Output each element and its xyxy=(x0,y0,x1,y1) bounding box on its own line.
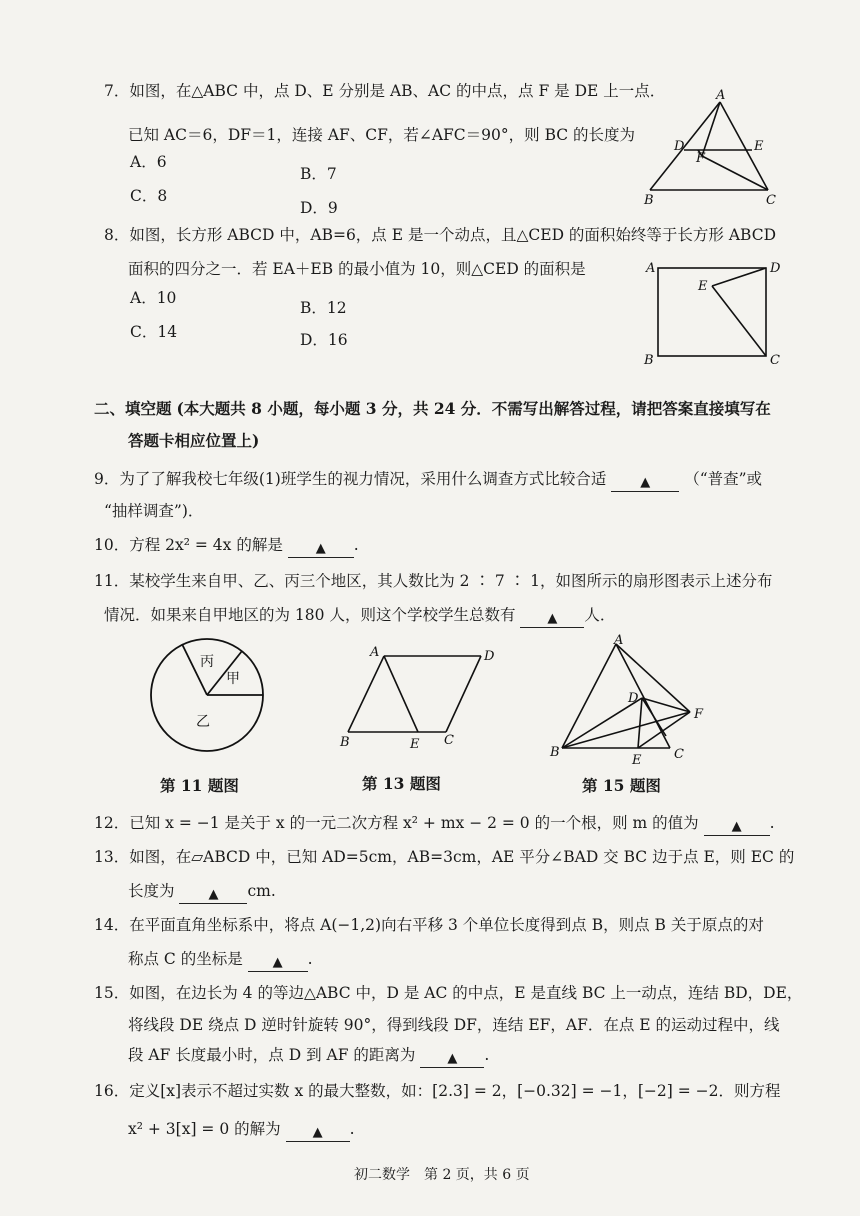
q13-label-a: A xyxy=(370,645,380,660)
q15-triangle-figure xyxy=(546,632,716,767)
section2-desc2: 答题卡相应位置上) xyxy=(128,431,260,450)
q13-text: 长度为 xyxy=(128,882,175,900)
q10-answer-blank xyxy=(288,539,354,558)
q7-label-c: C xyxy=(766,193,776,208)
q11-line1: 11．某校学生来自甲、乙、丙三个地区，其人数比为 2 ∶ 7 ∶ 1，如图所示的扇形图表示上述分布 xyxy=(94,572,773,590)
q7-label-a: A xyxy=(716,88,726,103)
q8-line1: 8．如图，长方形 ABCD 中，AB=6，点 E 是一个动点，且△CED 的面积始终等于长方形 ABCD xyxy=(104,226,777,244)
q8-line2: 面积的四分之一．若 EA＋EB 的最小值为 10，则△CED 的面积是 xyxy=(128,260,586,278)
q8-option-c: C．14 xyxy=(130,323,178,341)
q12-text-end: . xyxy=(769,814,775,832)
q9-line2: “抽样调查”)． xyxy=(104,502,204,520)
caption-fig15: 第 15 题图 xyxy=(582,776,661,795)
q7-line1: 7．如图，在△ABC 中，点 D、E 分别是 AB、AC 的中点，点 F 是 DE 上一点． xyxy=(104,82,666,100)
q8-option-b: B．12 xyxy=(300,299,347,317)
q15-text: 段 AF 长度最小时，点 D 到 AF 的距离为 xyxy=(128,1046,416,1064)
pie-label-yi: 乙 xyxy=(196,714,210,730)
q7-option-a: A．6 xyxy=(130,153,167,171)
q12-line xyxy=(94,812,775,834)
q15-label-d: D xyxy=(628,691,639,706)
q14-text-end: . xyxy=(307,950,313,968)
q14-text: 称点 C 的坐标是 xyxy=(128,950,243,968)
q16-line1: 16．定义[x]表示不超过实数 x 的最大整数，如：[2.3] = 2，[−0.32] = −1，[−2] = −2．则方程 xyxy=(94,1082,781,1100)
q8-rectangle-figure xyxy=(640,258,790,373)
q13-label-e: E xyxy=(410,737,420,752)
q13-line1: 13．如图，在▱ABCD 中，已知 AD=5cm，AB=3cm，AE 平分∠BAD 交 BC 边于点 E，则 EC 的 xyxy=(94,848,795,866)
q10-line xyxy=(94,534,359,556)
q15-line3 xyxy=(128,1044,489,1066)
caption-fig13: 第 13 题图 xyxy=(362,774,441,793)
q12-blank-mark: ▲ xyxy=(731,819,742,834)
q11-line2 xyxy=(104,604,615,626)
q8-label-b: B xyxy=(644,353,654,368)
q16-answer-blank xyxy=(286,1123,350,1142)
q15-label-f: F xyxy=(694,707,704,722)
q16-text: x² + 3[x] = 0 的解为 xyxy=(128,1120,281,1138)
q11-blank-mark: ▲ xyxy=(547,611,558,626)
q7-option-d: D．9 xyxy=(300,199,338,217)
q8-option-a: A．10 xyxy=(130,289,177,307)
q11-pie-figure xyxy=(150,636,270,756)
q13-label-c: C xyxy=(444,733,454,748)
q11-text: 情况．如果来自甲地区的为 180 人，则这个学校学生总数有 xyxy=(104,606,516,624)
q16-blank-mark: ▲ xyxy=(312,1125,323,1140)
q15-label-b: B xyxy=(550,745,560,760)
q8-label-d: D xyxy=(770,261,781,276)
q15-line2: 将线段 DE 绕点 D 逆时针旋转 90°，得到线段 DF，连结 EF，AF．在点 E 的运动过程中，线 xyxy=(128,1016,780,1034)
q13-line2 xyxy=(128,880,276,902)
q15-label-a: A xyxy=(614,633,624,648)
caption-fig11: 第 11 题图 xyxy=(160,776,239,795)
q15-text-end: . xyxy=(484,1046,490,1064)
q16-line2 xyxy=(128,1118,355,1140)
q7-option-b: B．7 xyxy=(300,165,337,183)
q13-answer-blank xyxy=(179,885,247,904)
q13-label-b: B xyxy=(340,735,350,750)
q7-line2: 已知 AC＝6，DF＝1，连接 AF、CF，若∠AFC＝90°，则 BC 的长度为 xyxy=(128,126,636,144)
q10-blank-mark: ▲ xyxy=(315,541,326,556)
q14-line1: 14．在平面直角坐标系中，将点 A(−1,2)向右平移 3 个单位长度得到点 B，则点 B 关于原点的对 xyxy=(94,916,764,934)
q10-text: 10．方程 2x² = 4x 的解是 xyxy=(94,536,283,554)
q8-label-a: A xyxy=(646,261,656,276)
q16-text-end: . xyxy=(349,1120,355,1138)
q8-option-d: D．16 xyxy=(300,331,348,349)
q15-answer-blank xyxy=(420,1049,484,1068)
section2-header xyxy=(94,398,771,420)
q10-text-end: . xyxy=(353,536,359,554)
page-footer: 初二数学 第 2 页，共 6 页 xyxy=(354,1167,530,1183)
q13-blank-mark: ▲ xyxy=(208,887,219,902)
q13-parallelogram-figure xyxy=(336,640,506,752)
q15-label-c: C xyxy=(674,747,684,762)
q9-answer-blank xyxy=(611,473,679,492)
q8-label-c: C xyxy=(770,353,780,368)
q8-label-e: E xyxy=(698,279,708,294)
q9-text-end: （“普查”或 xyxy=(684,470,763,488)
q12-answer-blank xyxy=(704,817,770,836)
q7-label-b: B xyxy=(644,193,654,208)
q11-answer-blank xyxy=(520,609,584,628)
q11-text-end: 人． xyxy=(584,606,616,624)
q9-line1 xyxy=(94,468,762,490)
q7-label-f: F xyxy=(696,151,706,166)
q13-label-d: D xyxy=(484,649,495,664)
q14-answer-blank xyxy=(248,953,308,972)
q7-label-e: E xyxy=(754,139,764,154)
q15-label-e: E xyxy=(632,753,642,768)
section2-desc: (本大题共 8 小题，每小题 3 分，共 24 分．不需写出解答过程，请把答案直接填写在 xyxy=(176,399,771,418)
q9-blank-mark: ▲ xyxy=(640,475,651,490)
q7-label-d: D xyxy=(674,139,685,154)
section2-title: 二、填空题 xyxy=(94,399,172,418)
q7-triangle-figure xyxy=(640,88,790,208)
pie-label-jia: 甲 xyxy=(226,671,240,687)
q15-line1: 15．如图，在边长为 4 的等边△ABC 中，D 是 AC 的中点，E 是直线 BC 上一动点，连结 BD，DE， xyxy=(94,984,803,1002)
q12-text: 12．已知 x = −1 是关于 x 的一元二次方程 x² + mx − 2 = 0 的一个根，则 m 的值为 xyxy=(94,814,699,832)
q14-line2 xyxy=(128,948,313,970)
q15-blank-mark: ▲ xyxy=(447,1051,458,1066)
q14-blank-mark: ▲ xyxy=(272,955,283,970)
q9-text: 9．为了了解我校七年级(1)班学生的视力情况，采用什么调查方式比较合适 xyxy=(94,470,607,488)
q13-text-end: cm. xyxy=(247,882,276,900)
pie-label-bing: 丙 xyxy=(200,654,214,670)
q7-option-c: C．8 xyxy=(130,187,168,205)
